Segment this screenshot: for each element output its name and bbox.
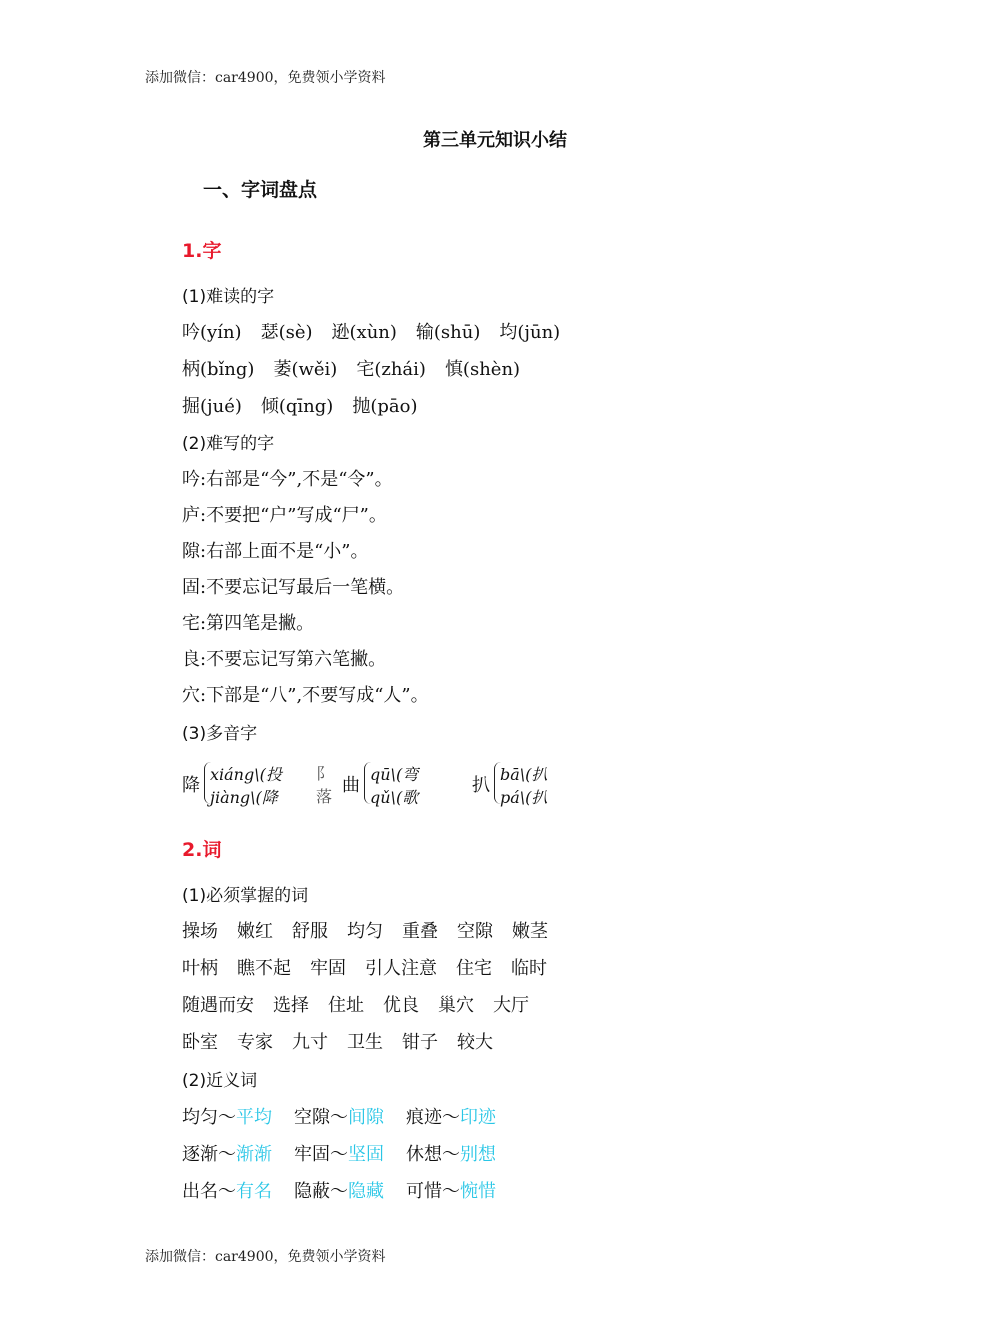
vocab-word: 舒服 [292,921,328,942]
hard-write-item: 穴:下部是“八”,不要写成“人”。 [182,685,429,706]
synonym-row [182,1143,496,1167]
tilde: ～ [218,1181,236,1202]
vocab-word: 牢固 [310,958,346,979]
synonym-word: 隐蔽 [294,1181,330,1202]
synonym-answer: 惋惜 [460,1181,496,1202]
polyphone-char: 扒 [472,775,490,796]
polyphone-reading: pá\(扒 [500,788,548,807]
polyphone-reading: jiàng\(降 [210,788,278,807]
hard-read-item: 均(jūn) [499,322,561,343]
hard-read-item: 逊(xùn) [331,322,397,343]
polyphone-group [472,760,582,808]
vocab-word: 专家 [237,1032,273,1053]
must-row [182,957,566,981]
hard-read-label: (1)难读的字 [182,287,275,307]
footer-note: 添加微信：car4900，免费领小学资料 [145,1249,386,1265]
vocab-word: 均匀 [347,921,383,942]
polyphone-reading: qū\(弯 [370,765,419,784]
section-heading: 一、字词盘点 [203,179,318,201]
hard-read-item: 慎(shèn) [444,359,521,380]
synonym-word: 牢固 [294,1144,330,1165]
vocab-word: 卫生 [347,1032,383,1053]
polyphone-label: (3)多音字 [182,724,258,744]
must-label: (1)必须掌握的词 [182,886,309,906]
synonym-word: 均匀 [182,1107,218,1128]
tilde: ～ [442,1181,460,1202]
vocab-word: 住宅 [456,958,492,979]
synonym-row [182,1106,496,1130]
polyphone-char: 曲 [342,775,360,796]
tilde: ～ [442,1144,460,1165]
vocab-word: 九寸 [292,1032,328,1053]
synonym-answer: 别想 [460,1144,496,1165]
hard-read-item: 柄(bǐng) [182,359,255,380]
synonym-pair [182,1106,294,1130]
hard-write-item: 吟:右部是“今”,不是“令”。 [182,469,393,490]
tilde: ～ [442,1107,460,1128]
synonym-answer: 印迹 [460,1107,496,1128]
vocab-word: 临时 [511,958,547,979]
hard-read-item: 抛(pāo) [352,396,418,417]
hard-write-label: (2)难写的字 [182,434,275,454]
synonym-answer: 坚固 [348,1144,384,1165]
tilde: ～ [330,1107,348,1128]
synonym-pair [294,1143,406,1167]
vocab-word: 选择 [273,995,309,1016]
polyphone-reading: qǔ\(歌 [370,788,419,807]
hard-read-item: 瑟(sè) [260,322,313,343]
polyphone-trail: 阝 落 [316,764,333,806]
synonym-word: 逐渐 [182,1144,218,1165]
polyphone-char: 降 [182,775,200,796]
hard-write-item: 固:不要忘记写最后一笔横。 [182,577,405,598]
hard-read-item: 掘(jué) [182,396,242,417]
polyphone-group [182,760,333,808]
synonym-pair [294,1106,406,1130]
vocab-word: 优良 [383,995,419,1016]
vocab-word: 叶柄 [182,958,218,979]
synonym-pair [406,1180,496,1204]
part2-heading: 2.词 [182,839,222,861]
hard-read-row [182,395,436,419]
polyphone-group [342,760,452,808]
tilde: ～ [330,1144,348,1165]
polyphone-reading: xiáng\(投 [210,765,282,784]
hard-read-item: 吟(yín) [182,322,242,343]
hard-read-row [182,321,579,345]
hard-read-row [182,358,539,382]
synonym-row [182,1180,496,1204]
vocab-word: 瞧不起 [237,958,291,979]
hard-write-item: 庐:不要把“户”写成“尸”。 [182,505,387,526]
vocab-word: 巢穴 [438,995,474,1016]
must-row [182,920,567,944]
hard-read-item: 宅(zhái) [356,359,426,380]
synonym-pair [294,1180,406,1204]
vocab-word: 操场 [182,921,218,942]
synonym-pair [182,1180,294,1204]
synonym-word: 可惜 [406,1181,442,1202]
hard-read-item: 萎(wěi) [273,359,338,380]
vocab-word: 较大 [457,1032,493,1053]
vocab-word: 住址 [328,995,364,1016]
part1-heading: 1.字 [182,240,222,262]
synonym-pair [406,1143,496,1167]
must-row [182,994,548,1018]
synonym-word: 休想 [406,1144,442,1165]
hard-write-item: 隙:右部上面不是“小”。 [182,541,369,562]
tilde: ～ [218,1107,236,1128]
hard-write-item: 良:不要忘记写第六笔撇。 [182,649,387,670]
tilde: ～ [218,1144,236,1165]
vocab-word: 重叠 [402,921,438,942]
vocab-word: 嫩红 [237,921,273,942]
synonym-answer: 有名 [236,1181,272,1202]
synonym-word: 出名 [182,1181,218,1202]
hard-write-item: 宅:第四笔是撇。 [182,613,315,634]
vocab-word: 大厅 [493,995,529,1016]
synonym-answer: 渐渐 [236,1144,272,1165]
synonym-pair [406,1106,496,1130]
synonym-answer: 平均 [236,1107,272,1128]
vocab-word: 空隙 [457,921,493,942]
synonym-label: (2)近义词 [182,1071,258,1091]
hard-read-item: 输(shū) [415,322,481,343]
synonym-answer: 隐藏 [348,1181,384,1202]
vocab-word: 钳子 [402,1032,438,1053]
synonym-word: 空隙 [294,1107,330,1128]
vocab-word: 引人注意 [365,958,437,979]
vocab-word: 嫩茎 [512,921,548,942]
page-title: 第三单元知识小结 [423,130,567,151]
must-row [182,1031,512,1055]
header-note: 添加微信：car4900，免费领小学资料 [145,70,386,86]
synonym-word: 痕迹 [406,1107,442,1128]
tilde: ～ [330,1181,348,1202]
synonym-answer: 间隙 [348,1107,384,1128]
vocab-word: 随遇而安 [182,995,254,1016]
polyphone-reading: bā\(扒 [500,765,548,784]
hard-read-item: 倾(qīng) [260,396,334,417]
synonym-pair [182,1143,294,1167]
vocab-word: 卧室 [182,1032,218,1053]
